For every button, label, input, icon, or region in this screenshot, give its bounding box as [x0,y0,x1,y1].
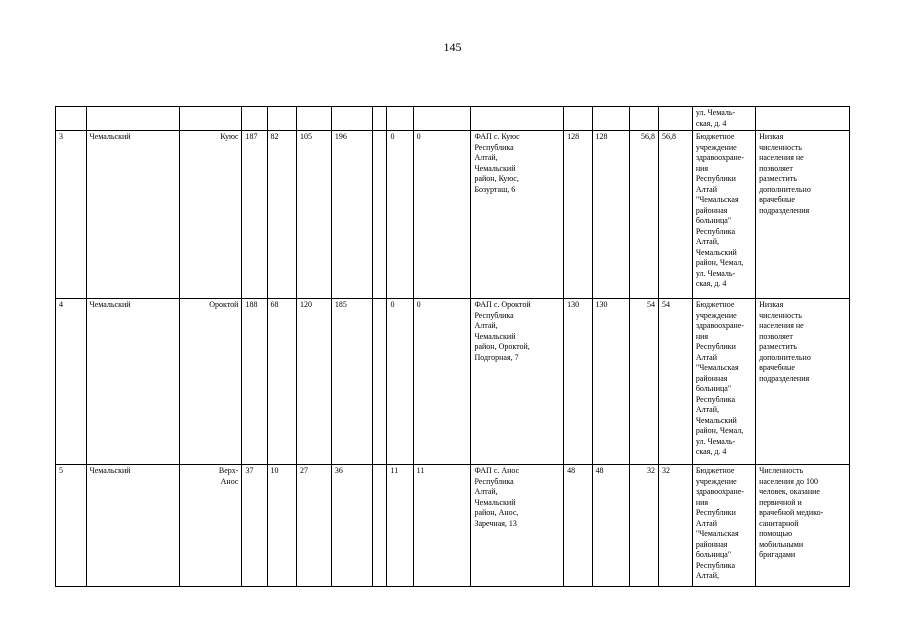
cell-value: 0 [387,299,413,465]
cell-value: 48 [592,465,629,587]
cell-distance: 36 [331,465,372,587]
cell-value: 128 [592,131,629,299]
cell-empty [242,107,267,131]
cell-organization-continuation: ул. Чемаль- ская, д. 4 [692,107,755,131]
cell-empty [413,107,471,131]
cell-value: 82 [267,131,296,299]
cell-value: 187 [242,131,267,299]
cell-row-number: 3 [56,131,87,299]
cell-empty [86,107,180,131]
cell-value: 32 [629,465,658,587]
cell-district: Чемальский [86,299,180,465]
cell-row-number: 4 [56,299,87,465]
cell-value: 56,8 [659,131,693,299]
cell-value: 130 [592,299,629,465]
cell-district: Чемальский [86,465,180,587]
cell-empty [296,107,331,131]
cell-value: 32 [659,465,693,587]
cell-organization: Бюджетное учреждение здравоохране- ния Республики Алтай "Чемальская районная больница" Республика Алтай, Чемальский район, Чемал, ул. Чемаль- ская, д. 4 [692,299,755,465]
cell-fap-address: ФАП с. Куюс Республика Алтай, Чемальский район, Куюс, Бозурташ, 6 [471,131,564,299]
cell-reason: Численность населения до 100 человек, оказание первичной и врачебной медико- санитарной помощью мобильными бригадами [756,465,850,587]
cell-value: 10 [267,465,296,587]
cell-value: 120 [296,299,331,465]
cell-row-number: 5 [56,465,87,587]
cell-value: 105 [296,131,331,299]
cell-settlement: Верх- Анос [180,465,242,587]
page-number: 145 [443,40,462,54]
cell-settlement: Ороктой [180,299,242,465]
cell-district: Чемальский [86,131,180,299]
cell-empty [267,107,296,131]
cell-empty [373,131,387,299]
cell-empty [373,299,387,465]
cell-value: 188 [242,299,267,465]
cell-empty [592,107,629,131]
cell-empty [471,107,564,131]
cell-fap-address: ФАП с. Ороктой Республика Алтай, Чемальский район, Ороктой, Подгорная, 7 [471,299,564,465]
cell-value: 56,8 [629,131,658,299]
cell-empty [659,107,693,131]
cell-empty [56,107,87,131]
cell-value: 128 [564,131,592,299]
cell-empty [180,107,242,131]
cell-organization: Бюджетное учреждение здравоохране- ния Республики Алтай "Чемальская районная больница" Республика Алтай, Чемальский район, Чемал, ул. Чемаль- ская, д. 4 [692,131,755,299]
table-row [56,299,850,465]
cell-empty [373,465,387,587]
cell-reason: Низкая численность населения не позволяет разместить дополнительно врачебные подразделения [756,299,850,465]
cell-empty [564,107,592,131]
cell-settlement: Куюс [180,131,242,299]
cell-distance: 185 [331,299,372,465]
cell-fap-address: ФАП с. Анос Республика Алтай, Чемальский район, Анос, Заречная, 13 [471,465,564,587]
cell-value: 27 [296,465,331,587]
cell-value: 54 [629,299,658,465]
cell-value: 11 [387,465,413,587]
table-row [56,465,850,587]
cell-value: 130 [564,299,592,465]
cell-distance: 196 [331,131,372,299]
cell-value: 37 [242,465,267,587]
cell-value: 0 [413,131,471,299]
cell-value: 48 [564,465,592,587]
table-row [56,131,850,299]
facilities-table [55,106,850,587]
cell-value: 11 [413,465,471,587]
table-row-continuation [56,107,850,131]
cell-reason: Низкая численность населения не позволяет разместить дополнительно врачебные подразделения [756,131,850,299]
cell-value: 54 [659,299,693,465]
cell-empty [373,107,387,131]
cell-empty [629,107,658,131]
cell-value: 0 [387,131,413,299]
cell-value: 0 [413,299,471,465]
cell-organization: Бюджетное учреждение здравоохране- ния Республики Алтай "Чемальская районная больница" Республика Алтай, [692,465,755,587]
cell-empty [756,107,850,131]
cell-empty [331,107,372,131]
cell-value: 68 [267,299,296,465]
cell-empty [387,107,413,131]
